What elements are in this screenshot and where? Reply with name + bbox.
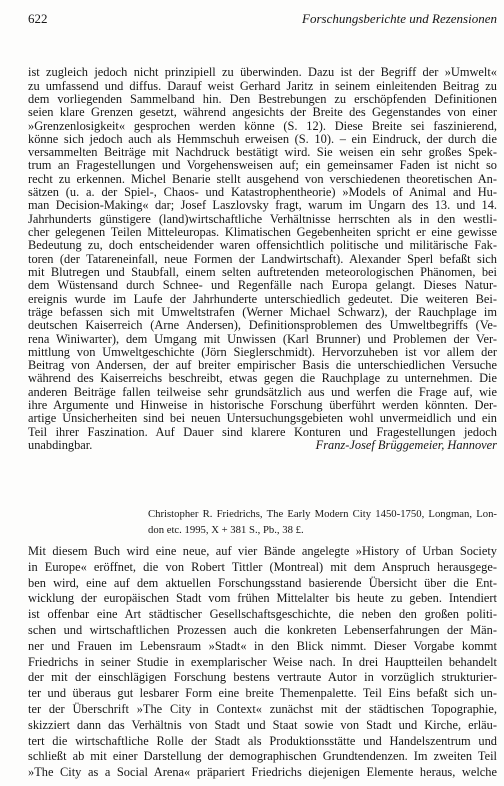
text-line: zu umfassend und diffus. Darauf weist Gerhard Jaritz in seinem einleitenden Beitrag zu <box>28 78 497 93</box>
review-author-signature: Franz-Josef Brüggemeier, Hannover <box>315 438 497 453</box>
text-line: Teil ihrer Faszination. Auf Dauer sind klarere Konturen und Fragestellungen jedoch <box>28 424 497 439</box>
text-line: ner und Frauen im Lebensraum »Stadt« in den Blick nimmt. Dieser Vorgabe kommt <box>28 638 497 653</box>
text-line: trum an Fragestellungen und Vorgehensweisen auf; ein gemeinsamer Faden ist nicht so <box>28 158 497 173</box>
text-line: während des Kaiserreichs beschreibt, etwas gegen die Rauchplage zu unternehmen. Die <box>28 371 497 386</box>
text-line: recht zu erkennen. Michel Benarie stellt ausgehend von verschiedenen theoretischen An- <box>28 171 497 186</box>
running-title: Forschungsberichte und Rezensionen <box>302 11 497 26</box>
text-line: wicklung der europäischen Stadt vom frühen Mittelalter bis heute zu geben. Intendiert <box>28 591 497 606</box>
text-line: Mit diesem Buch wird eine neue, auf vier Bände angelegte »History of Urban Society <box>28 544 497 559</box>
text-line: Jahrhunderts günstigere (land)wirtschaftliche Verhältnisse herrschten als in den westli- <box>28 211 497 226</box>
closing-line <box>28 439 497 452</box>
text-line: cher gelegenen Teilen Mitteleuropas. Klimatischen Gegebenheiten spricht er eine gewisse <box>28 225 497 240</box>
text-line: »Grenzenlosigkeit« gesprochen werden könne (S. 12). Diese Breite sei faszinierend, <box>28 118 497 133</box>
text-line: Bedeutung zu, doch entscheidender waren offensichtlich politische und militärische Fak- <box>28 238 497 253</box>
text-line: schen und wirtschaftlichen Prozessen auch die konkreten Lebenserfahrungen der Män- <box>28 623 497 638</box>
text-line: ist zugleich jedoch nicht prinzipiell zu überwinden. Dazu ist der Begriff der »Umwelt« <box>28 65 497 80</box>
text-line: sätzen (u. a. der Spiel-, Chaos- und Katastrophentheorie) »Models of Animal and Hu- <box>28 185 497 200</box>
text-line: rena Winiwarter), dem Umgang mit Unwissen (Karl Brunner) und Problemen der Ver- <box>28 331 497 346</box>
text-line: schließt ab mit einer Darstellung der demographischen Grundtendenzen. Im zweiten Teil <box>28 749 497 764</box>
text-line: ter und überaus gut lesbarer Form eine breite Themenpalette. Teil Eins befaßt sich un- <box>28 686 497 701</box>
citation-line: don etc. 1995, X + 381 S., Pb., 38 £. <box>148 524 304 536</box>
text-line: in Europe« eröffnet, die von Robert Tittler (Montreal) mit dem Anspruch herausgege- <box>28 559 497 574</box>
text-line: dem Wüstensand durch Schnee- und Regenfälle nach Europa gelangt. Dieses Natur- <box>28 278 497 293</box>
text-line: dem vorliegenden Sammelband hin. Den Bestrebungen zu erschöpfenden Definitionen <box>28 91 497 106</box>
text-line: man Decision-Making« dar; Josef Laszlovsky fragt, warum im Ungarn des 13. und 14. <box>28 198 497 213</box>
text-line: ist offenbar eine Art städtischer Gesellschaftsgeschichte, die neben den großen politi- <box>28 607 497 622</box>
text-line: anderen Beiträge fallen teilweise sehr grundsätzlich aus und werfen die Frage auf, wie <box>28 384 497 399</box>
review-2-body <box>28 544 497 781</box>
citation-line: Christopher R. Friedrichs, The Early Modern City 1450-1750, Longman, Lon- <box>148 508 497 520</box>
text-line: könne sich jedoch auch als Hemmschuh erweisen (S. 10). – ein Eindruck, der durch die <box>28 131 497 146</box>
text-line: seien klare Grenzen gesetzt, während angesichts der Breite des Gegenstandes von einer <box>28 105 497 120</box>
page-number: 622 <box>28 11 48 26</box>
text-line: ben wird, eine auf dem aktuellen Forschungsstand basierende Übersicht über die Ent- <box>28 575 497 590</box>
text-line: skizziert dann das Verhältnis von Stadt und Staat sowie von Stadt und Kirche, erläu- <box>28 717 497 732</box>
text-line: der mit der einschlägigen Forschung bestens vertraute Autor in vorzüglich strukturier- <box>28 670 497 685</box>
text-line: unabdingbar. <box>28 438 93 453</box>
text-line: mit Blutregen und Staubfall, einem selten auftretenden meteorologischen Phänomen, bei <box>28 264 497 279</box>
text-line: Beitrag von Andersen, der auf breiter empirischer Basis die unterschiedlichen Versuche <box>28 358 497 373</box>
review-1-body <box>28 66 497 452</box>
text-line: versammelten Beiträge mit Nachdruck bestätigt wird. Sie weisen ein sehr großes Spek- <box>28 145 497 160</box>
text-line: toren (der Tatareneinfall, neue Formen der Landwirtschaft). Alexander Sperl befaßt sich <box>28 251 497 266</box>
text-line: Friedrichs in seiner Studie in exemplarischer Weise nach. In drei Hauptteilen behandelt <box>28 654 497 669</box>
text-line: deutschen Kaiserreich (Arne Andersen), Definitionsproblemen des Umweltbegriffs (Ve- <box>28 318 497 333</box>
text-line: ihre Argumente und Hinweise in historische Forschung überführt werden könnten. Der- <box>28 398 497 413</box>
text-line: mittlung von Umweltgeschichte (Jörn Sieglerschmidt). Hervorzuheben ist vor allem der <box>28 344 497 359</box>
book-citation <box>148 506 497 538</box>
text-line: ereignis wurde im Laufe der Jahrhunderte unterschiedlich gedeutet. Die weiteren Bei- <box>28 291 497 306</box>
text-line: ter der Überschrift »The City in Context« zunächst mit der städtischen Topographie, <box>28 702 497 717</box>
text-line: artige Unsicherheiten sind bei neuen Untersuchungsgebieten wohl unvermeidlich und ein <box>28 411 497 426</box>
text-line: »The City as a Social Arena« präpariert Friedrichs diejenigen Elemente heraus, welche <box>28 765 497 780</box>
text-line: träge befassen sich mit Umweltstrafen (Werner Michael Schwarz), der Rauchplage im <box>28 304 497 319</box>
page-header <box>28 10 497 27</box>
text-line: tert die wirtschaftliche Rolle der Stadt als Produktionsstätte und Handelszentrum und <box>28 733 497 748</box>
